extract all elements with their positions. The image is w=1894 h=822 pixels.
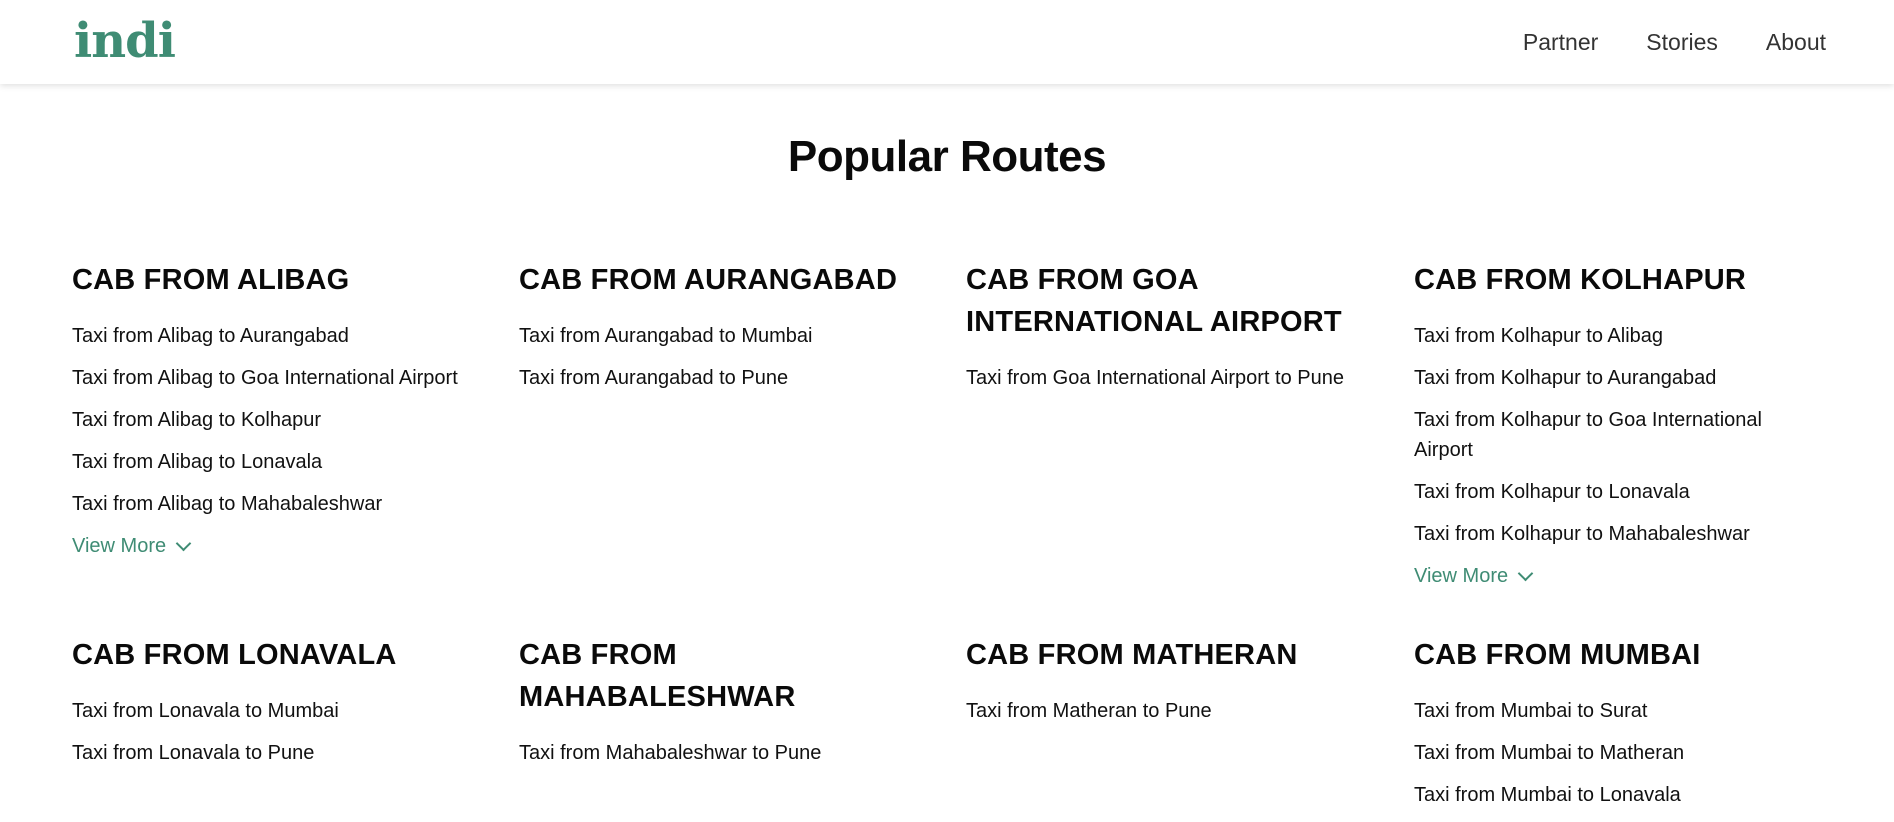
route-link[interactable]: Taxi from Alibag to Goa International Airport	[72, 367, 458, 389]
section-mahabaleshwar	[519, 634, 859, 780]
route-link[interactable]: Taxi from Lonavala to Mumbai	[72, 700, 339, 722]
route-link[interactable]: Taxi from Aurangabad to Pune	[519, 367, 789, 389]
view-more-alibag-button[interactable]	[72, 531, 189, 561]
nav-stories[interactable]: Stories	[1646, 28, 1718, 55]
nav-about[interactable]: About	[1765, 28, 1826, 55]
site-header	[0, 0, 1894, 84]
route-link[interactable]: Taxi from Goa International Airport to Pune	[966, 367, 1344, 389]
route-link[interactable]: Taxi from Alibag to Mahabaleshwar	[72, 493, 383, 515]
route-link[interactable]: Taxi from Mahabaleshwar to Pune	[519, 742, 822, 764]
view-more-label: View More	[72, 535, 167, 557]
section-alibag	[72, 259, 492, 561]
section-heading: CAB FROM ALIBAG	[72, 264, 350, 296]
section-matheran	[966, 634, 1386, 738]
section-heading: CAB FROM LONAVALA	[72, 639, 397, 671]
view-more-label: View More	[1414, 565, 1509, 587]
view-more-kolhapur-button[interactable]	[1414, 561, 1531, 591]
page-title: Popular Routes	[787, 132, 1107, 181]
section-heading: CAB FROM MAHABALESHWAR	[519, 639, 796, 713]
section-heading: CAB FROM MUMBAI	[1414, 639, 1701, 671]
route-link[interactable]: Taxi from Kolhapur to Aurangabad	[1414, 367, 1717, 389]
section-goa-airport	[966, 259, 1366, 405]
route-link[interactable]: Taxi from Alibag to Kolhapur	[72, 409, 322, 431]
section-kolhapur	[1414, 259, 1814, 591]
route-link[interactable]: Taxi from Kolhapur to Lonavala	[1414, 481, 1690, 503]
section-aurangabad	[519, 259, 939, 405]
section-lonavala	[72, 634, 492, 780]
section-mumbai	[1414, 634, 1834, 822]
section-heading: CAB FROM GOA INTERNATIONAL AIRPORT	[966, 264, 1342, 338]
route-link[interactable]: Taxi from Matheran to Pune	[966, 700, 1212, 722]
section-heading: CAB FROM MATHERAN	[966, 639, 1298, 671]
route-link[interactable]: Taxi from Mumbai to Lonavala	[1414, 784, 1681, 806]
chevron-down-icon	[176, 535, 192, 551]
section-heading: CAB FROM AURANGABAD	[519, 264, 898, 296]
nav-partner[interactable]: Partner	[1522, 28, 1599, 55]
route-link[interactable]: Taxi from Aurangabad to Mumbai	[519, 325, 813, 347]
chevron-down-icon	[1518, 565, 1534, 581]
route-link[interactable]: Taxi from Kolhapur to Goa International Airport	[1414, 409, 1762, 461]
route-link[interactable]: Taxi from Kolhapur to Mahabaleshwar	[1414, 523, 1750, 545]
route-link[interactable]: Taxi from Alibag to Aurangabad	[72, 325, 349, 347]
route-link[interactable]: Taxi from Mumbai to Matheran	[1414, 742, 1685, 764]
top-nav	[1523, 0, 1826, 84]
route-link[interactable]: Taxi from Kolhapur to Alibag	[1414, 325, 1664, 347]
indi-logo[interactable]: indi	[74, 13, 175, 69]
route-link[interactable]: Taxi from Mumbai to Surat	[1414, 700, 1648, 722]
route-link[interactable]: Taxi from Lonavala to Pune	[72, 742, 315, 764]
section-heading: CAB FROM KOLHAPUR	[1414, 264, 1747, 296]
route-link[interactable]: Taxi from Alibag to Lonavala	[72, 451, 323, 473]
